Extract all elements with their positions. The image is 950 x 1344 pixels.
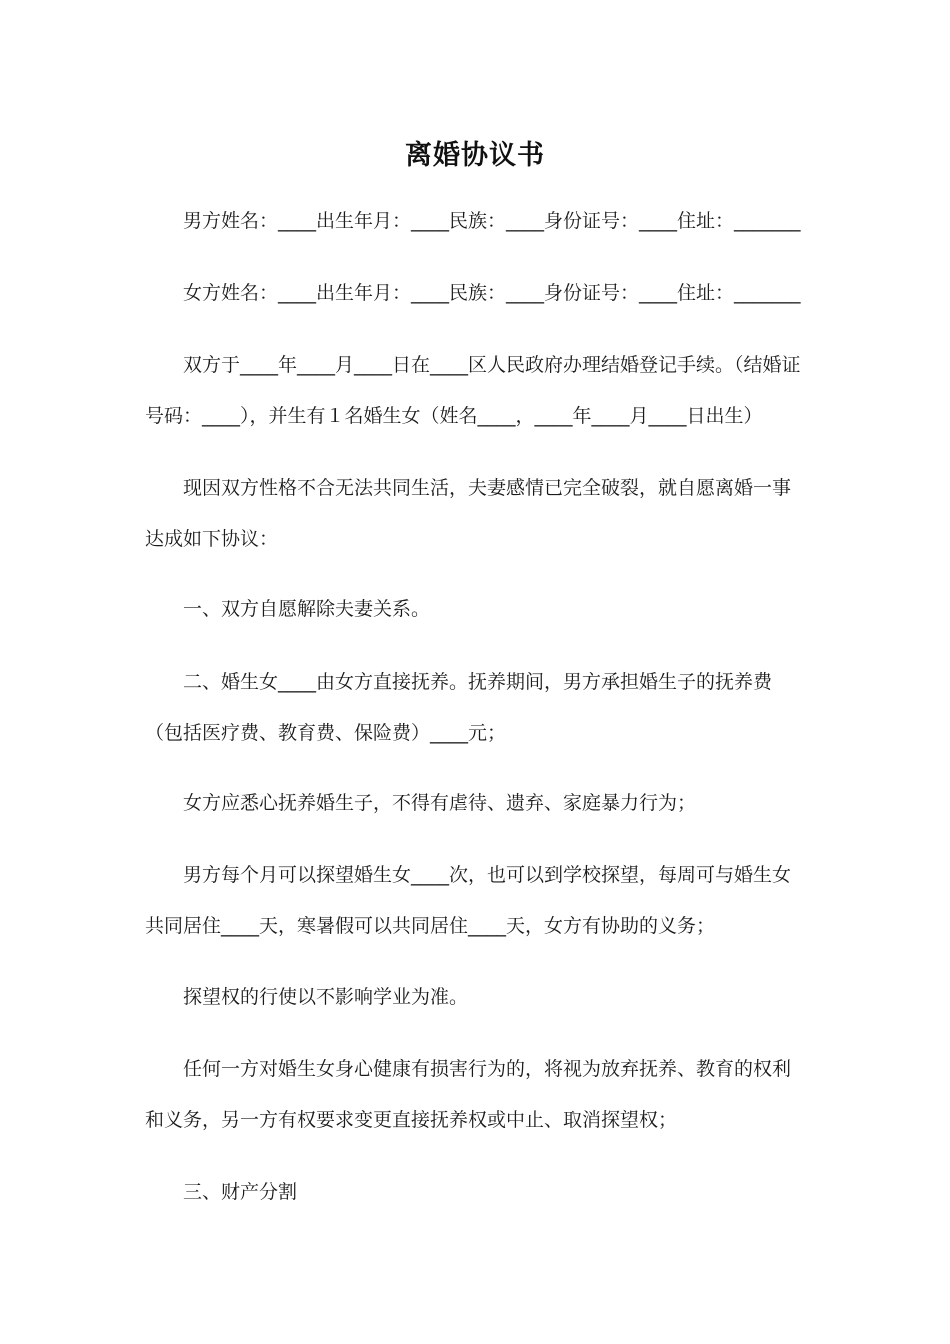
paragraph-clause-two: 二、婚生女____由女方直接抚养。抚养期间，男方承担婚生子的抚养费（包括医疗费、教育费、保险费）____元； bbox=[145, 671, 773, 744]
document-title: 离婚协议书 bbox=[405, 140, 545, 171]
paragraph-clause-one: 一、双方自愿解除夫妻关系。 bbox=[183, 598, 431, 620]
paragraph-male-info: 男方姓名：____出生年月：____民族：____身份证号：____住址：_______ bbox=[183, 210, 801, 232]
paragraph-care-duty: 女方应悉心抚养婚生子，不得有虐待、遗弃、家庭暴力行为； bbox=[183, 792, 697, 814]
paragraph-visitation: 男方每个月可以探望婚生女____次，也可以到学校探望，每周可与婚生女共同居住____天，寒暑假可以共同居住____天，女方有协助的义务； bbox=[145, 864, 792, 937]
paragraph-divorce-reason: 现因双方性格不合无法共同生活，夫妻感情已完全破裂，就自愿离婚一事达成如下协议： bbox=[145, 477, 792, 550]
paragraph-harm-clause: 任何一方对婚生女身心健康有损害行为的，将视为放弃抚养、教育的权利和义务，另一方有权要求变更直接抚养权或中止、取消探望权； bbox=[145, 1058, 792, 1131]
paragraph-clause-three: 三、财产分割 bbox=[183, 1181, 298, 1203]
paragraph-marriage-registration: 双方于____年____月____日在____区人民政府办理结婚登记手续。（结婚证号码：____），并生有１名婚生女（姓名____，____年____月____日出生） bbox=[145, 354, 801, 427]
paragraph-visitation-condition: 探望权的行使以不影响学业为准。 bbox=[183, 986, 469, 1008]
paragraph-female-info: 女方姓名：____出生年月：____民族：____身份证号：____住址：_______ bbox=[183, 282, 801, 304]
